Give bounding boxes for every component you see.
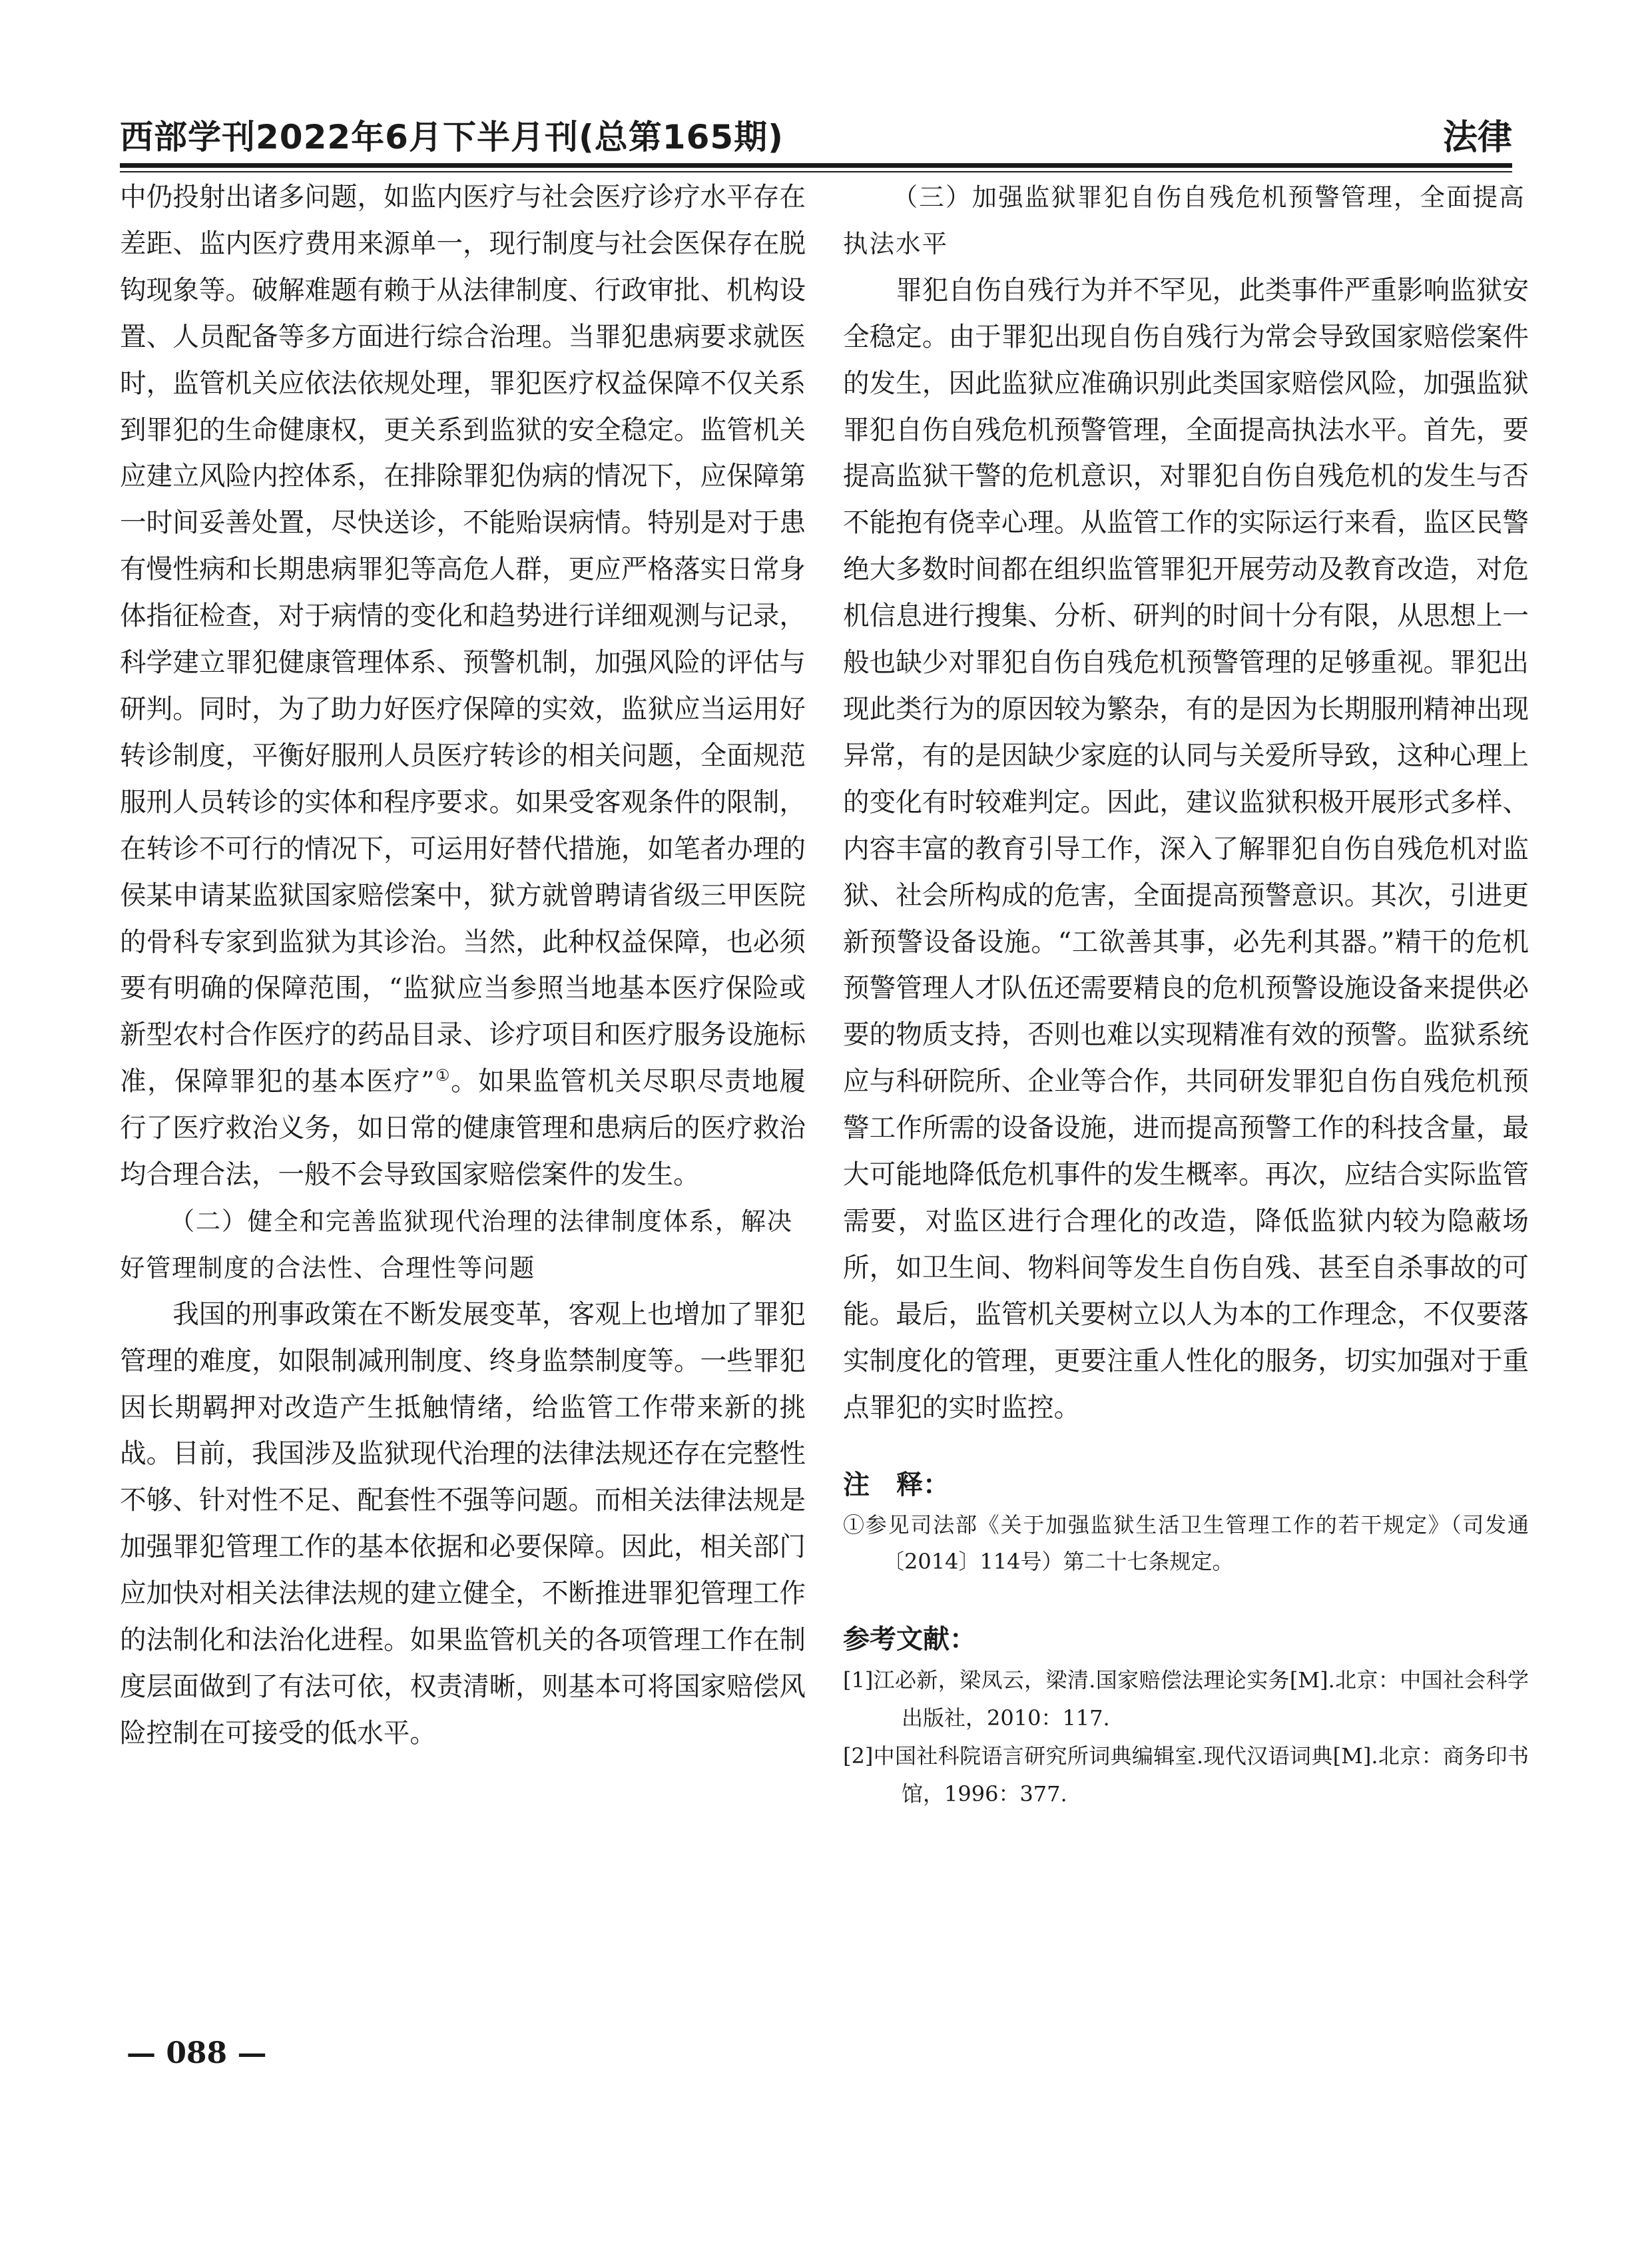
section-heading-3: （三）加强监狱罪犯自伤自残危机预警管理，全面提高执法水平 — [843, 182, 1525, 258]
body-paragraph: 罪犯自伤自残行为并不罕见，此类事件严重影响监狱安全稳定。由于罪犯出现自伤自残行为常会导致国家赔偿案件的发生，因此监狱应准确识别此类国家赔偿风险，加强监狱罪犯自伤自残危机预警管理，全面提高执法水平。首先，要提高监狱干警的危机意识，对罪犯自伤自残危机的发生与否不能抱有侥幸心理。从监管工作的实际运行来看，监区民警绝大多数时间都在组织监管罪犯开展劳动及教育改造，对危机信息进行搜集、分析、研判的时间十分有限，从思想上一般也缺少对罪犯自伤自残危机预警管理的足够重视。罪犯出现此类行为的原因较为繁杂，有的是因为长期服刑精神出现异常，有的是因缺少家庭的认同与关爱所导致，这种心理上的变化有时较难判定。因此，建议监狱积极开展形式多样、内容丰富的教育引导工作，深入了解罪犯自伤自残危机对监狱、社会所构成的危害，全面提高预警意识。其次，引进更新预警设备设施。“工欲善其事，必先利其器。”精干的危机预警管理人才队伍还需要精良的危机预警设施设备来提供必要的物质支持，否则也难以实现精准有效的预警。监狱系统应与科研院所、企业等合作，共同研发罪犯自伤自残危机预警工作所需的设备设施，进而提高预警工作的科技含量，最大可能地降低危机事件的发生概率。再次，应结合实际监管需要，对监区进行合理化的改造，降低监狱内较为隐蔽场所，如卫生间、物料间等发生自伤自残、甚至自杀事故的可能。最后，监管机关要树立以人为本的工作理念，不仅要落实制度化的管理，更要注重人性化的服务，切实加强对于重点罪犯的实时监控。 — [843, 274, 1529, 1423]
body-paragraph: 我国的刑事政策在不断发展变革，客观上也增加了罪犯管理的难度，如限制减刑制度、终身监禁制度等。一些罪犯因长期羁押对改造产生抵触情绪，给监管工作带来新的挑战。目前，我国涉及监狱现代治理的法律法规还存在完整性不够、针对性不足、配套性不强等问题。而相关法律法规是加强罪犯管理工作的基本依据和必要保障。因此，相关部门应加快对相关法律法规的建立健全，不断推进罪犯管理工作的法制化和法治化进程。如果监管机关的各项管理工作在制度层面做到了有法可依，权责清晰，则基本可将国家赔偿风险控制在可接受的低水平。 — [120, 1298, 806, 1749]
footnote-marker: ① — [434, 1066, 451, 1085]
body-paragraph — [120, 174, 806, 1199]
paragraph-text: 中仍投射出诸多问题，如监内医疗与社会医疗诊疗水平存在差距、监内医疗费用来源单一，现行制度与社会医保存在脱钩现象等。破解难题有赖于从法律制度、行政审批、机构设置、人员配备等多方面进行综合治理。当罪犯患病要求就医时，监管机关应依法依规处理，罪犯医疗权益保障不仅关系到罪犯的生命健康权，更关系到监狱的安全稳定。监管机关应建立风险内控体系，在排除罪犯伪病的情况下，应保障第一时间妥善处置，尽快送诊，不能贻误病情。特别是对于患有慢性病和长期患病罪犯等高危人群，更应严格落实日常身体指征检查，对于病情的变化和趋势进行详细观测与记录，科学建立罪犯健康管理体系、预警机制，加强风险的评估与研判。同时，为了助力好医疗保障的实效，监狱应当运用好转诊制度，平衡好服刑人员医疗转诊的相关问题，全面规范服刑人员转诊的实体和程序要求。如果受客观条件的限制，在转诊不可行的情况下，可运用好替代措施，如笔者办理的侯某申请某监狱国家赔偿案中，狱方就曾聘请省级三甲医院的骨科专家到监狱为其诊治。当然，此种权益保障，也必须要有明确的保障范围，“监狱应当参照当地基本医疗保险或新型农村合作医疗的药品目录、诊疗项目和医疗服务设施标准，保障罪犯的基本医疗” — [120, 182, 806, 1097]
reference-item: [2]中国社科院语言研究所词典编辑室.现代汉语词典[M].北京：商务印书馆，1996：377. — [843, 1743, 1529, 1807]
page-number: — 088 — — [127, 2036, 267, 2070]
notes-title: 注 释： — [843, 1470, 950, 1501]
header-rule-thin — [120, 171, 1512, 172]
reference-item: [1]江必新，梁凤云，梁清.国家赔偿法理论实务[M].北京：中国社会科学出版社，2010：117. — [843, 1667, 1529, 1731]
section-label: 法律 — [1442, 118, 1512, 158]
journal-title: 西部学刊2022年6月下半月刊(总第165期) — [120, 118, 784, 156]
section-heading-2: （二）健全和完善监狱现代治理的法律制度体系，解决好管理制度的合法性、合理性等问题 — [120, 1206, 793, 1282]
right-column — [843, 174, 1529, 1813]
left-column — [120, 174, 806, 1757]
references-title: 参考文献： — [843, 1624, 976, 1655]
header-rule-thick — [120, 163, 1512, 168]
note-item: ①参见司法部《关于加强监狱生活卫生管理工作的若干规定》（司发通〔2014〕114号）第二十七条规定。 — [843, 1512, 1529, 1575]
paragraph-text-tail: 。如果监管机关尽职尽责地履行了医疗救治义务，如日常的健康管理和患病后的医疗救治均合理合法，一般不会导致国家赔偿案件的发生。 — [120, 1066, 806, 1191]
running-header — [120, 107, 1512, 160]
